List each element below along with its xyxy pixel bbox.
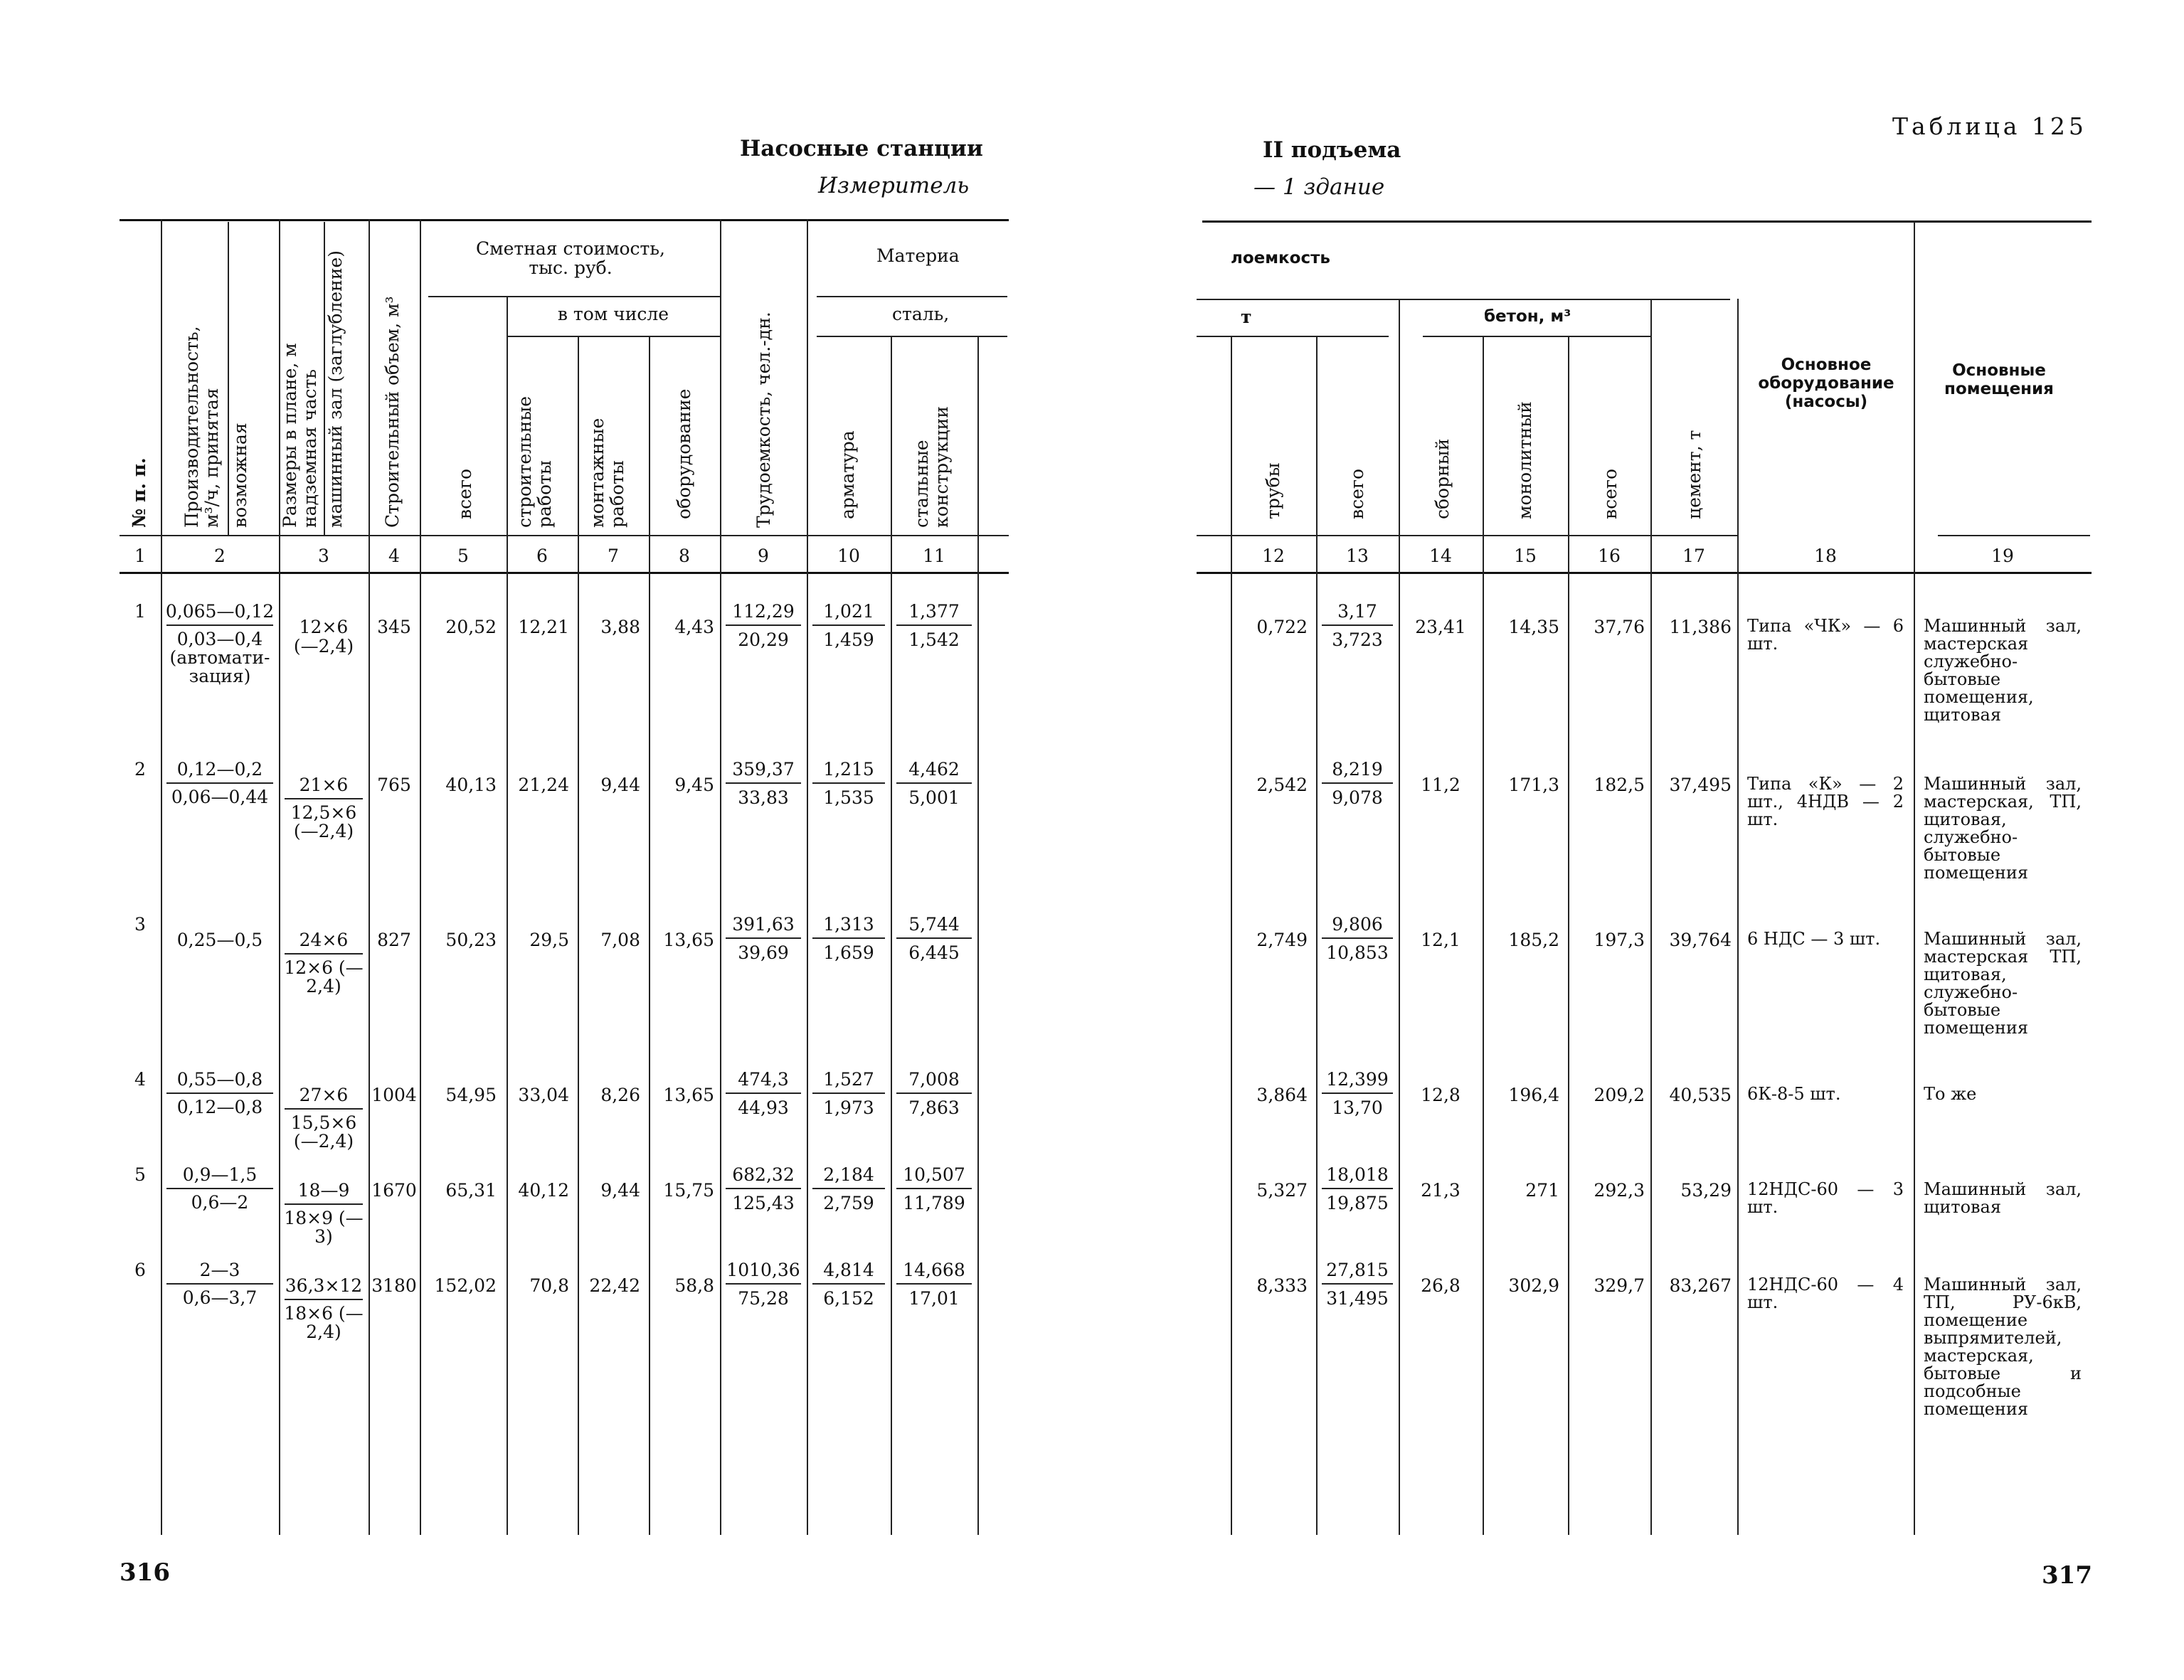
- header-volume: Строительный объем, м³: [382, 296, 403, 528]
- header-cost-incl: в том числе: [557, 304, 669, 324]
- column-number: 1: [134, 546, 146, 566]
- equipment-cell: 13,65: [663, 930, 714, 950]
- dimensions-cell-denominator: 15,5×6 (—2,4): [290, 1112, 357, 1152]
- header-cost-line2: тыс. руб.: [529, 257, 613, 278]
- pipes-cell: 5,327: [1256, 1180, 1308, 1201]
- cost-total-cell: 20,52: [445, 617, 497, 637]
- dimensions-cell: [279, 930, 369, 996]
- steel-structures-cell-denominator: 17,01: [908, 1288, 960, 1309]
- construction-cell: 40,12: [518, 1180, 569, 1201]
- col-divider: [420, 219, 421, 1535]
- rule: [1197, 336, 1389, 337]
- capacity-cell: [161, 1260, 279, 1307]
- labor-cell-denominator: 33,83: [738, 787, 789, 808]
- column-number: 2: [214, 546, 226, 566]
- rebar-cell-numerator: 4,814: [823, 1260, 874, 1280]
- metal-total-cell: [1316, 915, 1399, 962]
- capacity-cell-numerator: 0,55—0,8: [176, 1069, 263, 1090]
- labor-cell-numerator: 682,32: [732, 1164, 795, 1185]
- metal-total-cell-numerator: 9,806: [1332, 914, 1383, 935]
- cost-total-cell: 50,23: [445, 930, 497, 950]
- header-labor: Трудоемкость, чел.-дн.: [753, 312, 774, 528]
- monolithic-cell: 302,9: [1508, 1275, 1559, 1296]
- dimensions-cell: [279, 1181, 369, 1246]
- header-main-equipment: Основное оборудование (насосы): [1758, 356, 1894, 411]
- concrete-total-cell: 182,5: [1594, 775, 1645, 795]
- cement-cell: 11,386: [1669, 617, 1732, 637]
- dimensions-cell-denominator: 12×6 (—2,4): [284, 957, 364, 996]
- equipment-cell: 13,65: [663, 1085, 714, 1105]
- dimensions-bottom: (—2,4): [293, 636, 354, 656]
- metal-total-cell-denominator: 13,70: [1332, 1097, 1383, 1118]
- column-number: 14: [1429, 546, 1452, 566]
- fraction-line: [1322, 1188, 1393, 1189]
- steel-structures-cell: [891, 1260, 977, 1308]
- fraction-line: [285, 1203, 363, 1205]
- column-number: 7: [608, 546, 619, 566]
- capacity-cell-numerator: 2—3: [199, 1260, 240, 1280]
- main-equipment-cell: 6 НДС — 3 шт.: [1747, 929, 1881, 949]
- cost-total-cell: 152,02: [434, 1275, 497, 1296]
- installation-cell: 3,88: [600, 617, 640, 637]
- installation-cell: 9,44: [600, 1180, 640, 1201]
- construction-cell: 29,5: [529, 930, 569, 950]
- main-equipment-cell: Типа «ЧК» — 6 шт.: [1747, 616, 1904, 654]
- rebar-cell: [807, 915, 891, 962]
- col-divider: [1399, 299, 1400, 1535]
- header-concrete-total: всего: [1600, 468, 1621, 519]
- dimensions-cell: [279, 1085, 369, 1151]
- header-tonnes: т: [1241, 307, 1252, 327]
- rule: [817, 296, 1007, 297]
- pipes-cell: 8,333: [1256, 1275, 1308, 1296]
- fraction-line: [1322, 1283, 1393, 1285]
- metal-total-cell-numerator: 12,399: [1326, 1069, 1389, 1090]
- column-number: 5: [457, 546, 469, 566]
- col-divider: [507, 296, 508, 1535]
- metal-total-cell-numerator: 27,815: [1326, 1260, 1389, 1280]
- fraction-line: [166, 782, 273, 784]
- dimensions-cell-denominator: 18×6 (—2,4): [284, 1303, 364, 1342]
- precast-cell: 12,8: [1421, 1085, 1461, 1105]
- cost-total-cell: 65,31: [445, 1180, 497, 1201]
- header-concrete: бетон, м³: [1484, 307, 1571, 326]
- metal-total-cell-denominator: 9,078: [1332, 787, 1383, 808]
- row-number: 2: [134, 759, 146, 780]
- steel-structures-cell-numerator: 7,008: [908, 1069, 960, 1090]
- column-number: 10: [837, 546, 860, 566]
- concrete-total-cell: 37,76: [1594, 617, 1645, 637]
- cement-cell: 39,764: [1669, 930, 1732, 950]
- capacity-cell-denominator: 0,12—0,8: [176, 1097, 263, 1117]
- header-dimensions-hall: машинный зал (заглубление): [325, 250, 346, 528]
- capacity-cell-numerator: 0,12—0,2: [176, 759, 263, 780]
- labor-cell: [720, 1070, 807, 1117]
- capacity-cell-denominator: 0,03—0,4 (автомати-зация): [169, 629, 270, 686]
- row-number: 4: [134, 1069, 146, 1090]
- precast-cell: 12,1: [1421, 930, 1461, 950]
- header-construction: строительные работы: [514, 395, 555, 528]
- header-main-rooms: Основные помещения: [1944, 361, 2054, 398]
- steel-structures-cell-denominator: 1,542: [908, 629, 960, 650]
- fraction-line: [285, 1299, 363, 1300]
- cement-cell: 83,267: [1669, 1275, 1732, 1296]
- fraction-line: [812, 782, 885, 784]
- labor-cell-numerator: 112,29: [732, 601, 795, 622]
- precast-cell: 21,3: [1421, 1180, 1461, 1201]
- labor-cell-denominator: 39,69: [738, 942, 789, 963]
- steel-structures-cell-denominator: 11,789: [903, 1193, 965, 1213]
- rebar-cell: [807, 1260, 891, 1308]
- steel-structures-cell-denominator: 5,001: [908, 787, 960, 808]
- labor-cell: [720, 1165, 807, 1213]
- page-number-right: 317: [2042, 1561, 2092, 1590]
- fraction-line: [1322, 624, 1393, 626]
- main-rooms-cell: Машинный зал, мастерская ТП, щитовая, служебно-бытовые помещения: [1924, 929, 2082, 1038]
- header-cement: цемент, т: [1684, 430, 1705, 519]
- capacity-cell-denominator: 0,06—0,44: [171, 787, 269, 807]
- fraction-line: [812, 1188, 885, 1189]
- steel-structures-cell-numerator: 10,507: [903, 1164, 965, 1185]
- subtitle-right: — 1 здание: [1253, 174, 1385, 200]
- volume-cell: 345: [377, 617, 411, 637]
- row-number: 3: [134, 914, 146, 935]
- metal-total-cell-denominator: 19,875: [1326, 1193, 1389, 1213]
- metal-total-cell: [1316, 1070, 1399, 1117]
- col-divider: [161, 219, 162, 1535]
- equipment-cell: 15,75: [663, 1180, 714, 1201]
- construction-cell: 12,21: [518, 617, 569, 637]
- installation-cell: 9,44: [600, 775, 640, 795]
- page-number-left: 316: [120, 1558, 170, 1587]
- fraction-line: [285, 953, 363, 955]
- monolithic-cell: 185,2: [1508, 930, 1559, 950]
- column-number: 15: [1514, 546, 1537, 566]
- precast-cell: 26,8: [1421, 1275, 1461, 1296]
- capacity-cell: 0,25—0,5: [176, 930, 263, 950]
- rule: [120, 572, 1009, 574]
- fraction-line: [166, 1283, 273, 1285]
- dimensions-cell-numerator: 21×6: [299, 775, 349, 795]
- row-number: 5: [134, 1164, 146, 1185]
- rebar-cell-denominator: 1,535: [823, 787, 874, 808]
- steel-structures-cell: [891, 915, 977, 962]
- concrete-total-cell: 292,3: [1594, 1180, 1645, 1201]
- rebar-cell: [807, 1165, 891, 1213]
- labor-cell-numerator: 1010,36: [726, 1260, 800, 1280]
- capacity-cell-denominator: 0,6—3,7: [182, 1287, 258, 1308]
- header-pipes: трубы: [1263, 462, 1283, 519]
- pipes-cell: 0,722: [1256, 617, 1308, 637]
- steel-structures-cell-denominator: 7,863: [908, 1097, 960, 1118]
- header-materials-cont: лоемкость: [1231, 249, 1330, 267]
- capacity-cell-denominator: 0,6—2: [191, 1192, 249, 1213]
- metal-total-cell: [1316, 1165, 1399, 1213]
- rule: [428, 296, 720, 297]
- steel-structures-cell-numerator: 4,462: [908, 759, 960, 780]
- rebar-cell: [807, 760, 891, 807]
- labor-cell: [720, 1260, 807, 1308]
- fraction-line: [285, 798, 363, 799]
- metal-total-cell: [1316, 602, 1399, 649]
- rule: [1197, 535, 1737, 536]
- labor-cell-denominator: 20,29: [738, 629, 789, 650]
- rule: [120, 219, 1009, 221]
- concrete-total-cell: 329,7: [1594, 1275, 1645, 1296]
- cost-total-cell: 40,13: [445, 775, 497, 795]
- fraction-line: [726, 782, 801, 784]
- metal-total-cell-numerator: 8,219: [1332, 759, 1383, 780]
- metal-total-cell-denominator: 31,495: [1326, 1288, 1389, 1309]
- equipment-cell: 58,8: [674, 1275, 714, 1296]
- construction-cell: 70,8: [529, 1275, 569, 1296]
- dimensions-cell-numerator: 36,3×12: [285, 1275, 363, 1296]
- row-number: 1: [134, 601, 146, 622]
- metal-total-cell-denominator: 10,853: [1326, 942, 1389, 963]
- cement-cell: 37,495: [1669, 775, 1732, 795]
- fraction-line: [896, 1188, 972, 1189]
- main-rooms-cell: Машинный зал, щитовая: [1924, 1179, 2082, 1217]
- main-equipment-cell: 12НДС-60 — 3 шт.: [1747, 1179, 1904, 1217]
- header-equipment: оборудование: [674, 388, 694, 519]
- fraction-line: [726, 1188, 801, 1189]
- header-capacity: Производительность, м³/ч, принятая: [181, 326, 222, 528]
- header-metal-total: всего: [1347, 468, 1367, 519]
- column-number: 6: [536, 546, 548, 566]
- metal-total-cell-numerator: 3,17: [1337, 601, 1377, 622]
- fraction-line: [896, 1092, 972, 1094]
- header-rebar: арматура: [837, 430, 858, 519]
- metal-total-cell-numerator: 18,018: [1326, 1164, 1389, 1185]
- labor-cell-denominator: 75,28: [738, 1288, 789, 1309]
- volume-cell: 827: [377, 930, 411, 950]
- precast-cell: 23,41: [1415, 617, 1466, 637]
- steel-structures-cell-numerator: 14,668: [903, 1260, 965, 1280]
- column-number: 4: [388, 546, 400, 566]
- title-left: Насосные станции: [740, 136, 983, 161]
- dimensions-cell-denominator: 18×9 (—3): [284, 1208, 364, 1247]
- main-equipment-cell: Типа «К» — 2 шт., 4НДВ — 2 шт.: [1747, 774, 1904, 829]
- steel-structures-cell: [891, 1070, 977, 1117]
- fraction-line: [166, 1092, 273, 1094]
- steel-structures-cell-denominator: 6,445: [908, 942, 960, 963]
- fraction-line: [812, 624, 885, 626]
- row-number: 6: [134, 1260, 146, 1280]
- rule: [1202, 220, 2092, 223]
- column-number: 8: [679, 546, 690, 566]
- fraction-line: [1322, 782, 1393, 784]
- column-number: 19: [1991, 546, 2014, 566]
- labor-cell: [720, 915, 807, 962]
- rule: [1938, 535, 2090, 536]
- table-label: Таблица 125: [1892, 112, 2087, 140]
- rebar-cell: [807, 1070, 891, 1117]
- construction-cell: 33,04: [518, 1085, 569, 1105]
- column-number: 17: [1682, 546, 1705, 566]
- col-divider: [228, 222, 229, 535]
- rebar-cell-numerator: 1,021: [823, 601, 874, 622]
- header-installation: монтажные работы: [587, 418, 627, 528]
- capacity-cell: [161, 760, 279, 807]
- header-steel-structures: стальные конструкции: [911, 406, 952, 528]
- cost-total-cell: 54,95: [445, 1085, 497, 1105]
- monolithic-cell: 171,3: [1508, 775, 1559, 795]
- precast-cell: 11,2: [1421, 775, 1461, 795]
- rebar-cell-numerator: 1,215: [823, 759, 874, 780]
- dimensions-cell-numerator: 27×6: [299, 1085, 349, 1105]
- fraction-line: [812, 937, 885, 939]
- column-number: 18: [1814, 546, 1837, 566]
- steel-structures-cell: [891, 760, 977, 807]
- fraction-line: [166, 624, 273, 626]
- subtitle-left: Измеритель: [818, 173, 970, 198]
- header-cost-group: [421, 239, 720, 277]
- header-monolithic: монолитный: [1515, 401, 1535, 519]
- capacity-cell: [161, 1070, 279, 1117]
- column-number: 11: [923, 546, 945, 566]
- labor-cell-denominator: 125,43: [732, 1193, 795, 1213]
- fraction-line: [896, 624, 972, 626]
- monolithic-cell: 196,4: [1508, 1085, 1559, 1105]
- labor-cell-numerator: 391,63: [732, 914, 795, 935]
- dimensions-cell: [279, 617, 369, 656]
- capacity-cell: [161, 602, 279, 686]
- rebar-cell-denominator: 6,152: [823, 1288, 874, 1309]
- rebar-cell-denominator: 1,459: [823, 629, 874, 650]
- header-row-number: № п. п.: [129, 457, 149, 528]
- main-equipment-cell: 12НДС-60 — 4 шт.: [1747, 1275, 1904, 1312]
- title-right: II подъема: [1263, 137, 1401, 163]
- labor-cell-numerator: 474,3: [738, 1069, 789, 1090]
- fraction-line: [166, 1188, 273, 1189]
- steel-structures-cell: [891, 1165, 977, 1213]
- fraction-line: [726, 1092, 801, 1094]
- steel-structures-cell-numerator: 5,744: [908, 914, 960, 935]
- rule: [120, 535, 1009, 536]
- rebar-cell-numerator: 1,313: [823, 914, 874, 935]
- column-number: 3: [318, 546, 329, 566]
- capacity-cell: [161, 1165, 279, 1212]
- rebar-cell-denominator: 1,659: [823, 942, 874, 963]
- pipes-cell: 2,542: [1256, 775, 1308, 795]
- metal-total-cell: [1316, 1260, 1399, 1308]
- header-steel: сталь,: [892, 304, 950, 324]
- fraction-line: [1322, 937, 1393, 939]
- col-divider: [1737, 299, 1739, 1535]
- rebar-cell-numerator: 1,527: [823, 1069, 874, 1090]
- fraction-line: [896, 782, 972, 784]
- col-divider: [1650, 299, 1652, 1535]
- rule: [1197, 572, 2092, 574]
- monolithic-cell: 271: [1525, 1180, 1559, 1201]
- construction-cell: 21,24: [518, 775, 569, 795]
- monolithic-cell: 14,35: [1508, 617, 1559, 637]
- dimensions-cell-numerator: 18—9: [297, 1180, 350, 1201]
- capacity-cell-numerator: 0,9—1,5: [182, 1164, 258, 1185]
- col-divider: [977, 336, 979, 1535]
- column-number: 9: [758, 546, 769, 566]
- dimensions-cell-denominator: 12,5×6 (—2,4): [290, 802, 357, 841]
- installation-cell: 7,08: [600, 930, 640, 950]
- labor-cell: [720, 602, 807, 649]
- fraction-line: [726, 1283, 801, 1285]
- fraction-line: [812, 1092, 885, 1094]
- header-dimensions: Размеры в плане, м надземная часть: [280, 343, 320, 528]
- cement-cell: 40,535: [1669, 1085, 1732, 1105]
- fraction-line: [1322, 1092, 1393, 1094]
- labor-cell-numerator: 359,37: [732, 759, 795, 780]
- steel-structures-cell-numerator: 1,377: [908, 601, 960, 622]
- rule: [507, 336, 720, 337]
- pipes-cell: 2,749: [1256, 930, 1308, 950]
- fraction-line: [896, 937, 972, 939]
- col-divider: [369, 219, 370, 1535]
- installation-cell: 8,26: [600, 1085, 640, 1105]
- main-rooms-cell: То же: [1924, 1084, 1977, 1104]
- labor-cell-denominator: 44,93: [738, 1097, 789, 1118]
- pipes-cell: 3,864: [1256, 1085, 1308, 1105]
- main-rooms-cell: Машинный зал, мастерская служебно-бытовые помещения, щитовая: [1924, 616, 2082, 725]
- main-rooms-cell: Машинный зал, ТП, РУ-6кВ, помещение выпрямителей, мастерская, бытовые и подсобные помещения: [1924, 1275, 2082, 1419]
- col-divider: [1914, 220, 1915, 1535]
- equipment-cell: 9,45: [674, 775, 714, 795]
- rebar-cell-numerator: 2,184: [823, 1164, 874, 1185]
- header-precast: сборный: [1432, 438, 1453, 519]
- cement-cell: 53,29: [1680, 1180, 1732, 1201]
- labor-cell: [720, 760, 807, 807]
- equipment-cell: 4,43: [674, 617, 714, 637]
- fraction-line: [726, 624, 801, 626]
- rebar-cell: [807, 602, 891, 649]
- concrete-total-cell: 209,2: [1594, 1085, 1645, 1105]
- volume-cell: 765: [377, 775, 411, 795]
- header-cost-total: всего: [455, 468, 475, 519]
- header-capacity-possible: возможная: [230, 422, 250, 528]
- capacity-cell-numerator: 0,065—0,12: [165, 601, 275, 622]
- concrete-total-cell: 197,3: [1594, 930, 1645, 950]
- header-cost-line1: Сметная стоимость,: [476, 238, 665, 259]
- main-equipment-cell: 6К-8-5 шт.: [1747, 1084, 1841, 1104]
- fraction-line: [812, 1283, 885, 1285]
- dimensions-cell-numerator: 24×6: [299, 930, 349, 950]
- dimensions-cell: [279, 775, 369, 841]
- column-number: 16: [1598, 546, 1621, 566]
- installation-cell: 22,42: [589, 1275, 640, 1296]
- header-materials: Материа: [876, 245, 960, 266]
- col-divider: [720, 219, 721, 1535]
- dimensions-top: 12×6: [299, 617, 349, 637]
- rule: [1423, 336, 1650, 337]
- volume-cell: 1004: [371, 1085, 417, 1105]
- volume-cell: 1670: [371, 1180, 417, 1201]
- main-rooms-cell: Машинный зал, мастерская, ТП, щитовая, служебно-бытовые помещения: [1924, 774, 2082, 883]
- fraction-line: [726, 937, 801, 939]
- volume-cell: 3180: [371, 1275, 417, 1296]
- steel-structures-cell: [891, 602, 977, 649]
- column-number: 12: [1262, 546, 1285, 566]
- rebar-cell-denominator: 1,973: [823, 1097, 874, 1118]
- dimensions-cell: [279, 1276, 369, 1341]
- metal-total-cell-denominator: 3,723: [1332, 629, 1383, 650]
- fraction-line: [896, 1283, 972, 1285]
- col-divider: [807, 219, 808, 1535]
- rebar-cell-denominator: 2,759: [823, 1193, 874, 1213]
- metal-total-cell: [1316, 760, 1399, 807]
- fraction-line: [285, 1108, 363, 1110]
- column-number: 13: [1346, 546, 1369, 566]
